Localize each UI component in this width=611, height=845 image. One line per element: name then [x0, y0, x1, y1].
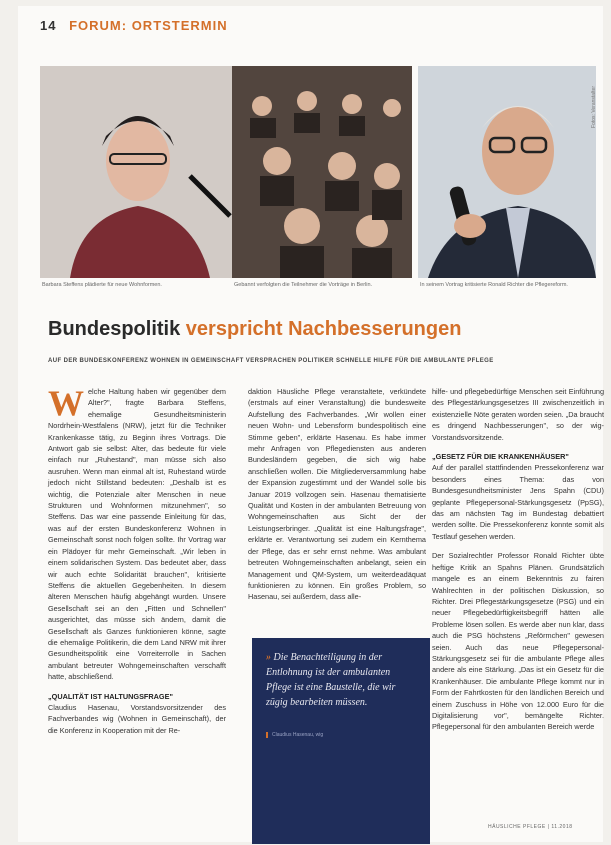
article-subtitle: AUF DER BUNDESKONFERENZ WOHNEN IN GEMEINSCHAFT VERSPRACHEN POLITIKER SCHNELLE HILFE FÜR DIE AMBULANTE PFLEGE	[48, 358, 494, 364]
article-column-1	[48, 383, 226, 736]
photo-audience	[232, 66, 412, 278]
photo-caption-2: Gebannt verfolgten die Teilnehmer die Vorträge in Berlin.	[234, 282, 373, 288]
page-number: 14	[40, 18, 57, 33]
photo-caption-1: Barbara Steffens plädierte für neue Wohnformen.	[42, 282, 162, 288]
photo-credit: Fotos: Veranstalter	[591, 86, 597, 128]
quote-body	[266, 650, 416, 710]
paragraph: Auf der parallel stattfindenden Pressekonferenz war besonders eines Thema: das von Bundesgesundheitsminister Jens Spahn (CDU) geplante Pflegepersonal-Stärkungsgesetz (PpSG), das am nächsten Tag im Bundestag debattiert werden sollte. Die Pressekonferenz konnte somit als Testlauf gesehen werden.	[432, 463, 604, 541]
page-header	[40, 18, 228, 33]
quote-source: Claudius Hasenau, wig	[266, 732, 416, 738]
drop-cap: W	[48, 383, 84, 423]
magazine-page	[18, 6, 603, 842]
speaker-woman-image	[40, 66, 238, 278]
paragraph: daktion Häusliche Pflege veranstaltete, verkündete (erstmals auf einer Veranstaltung) die bundesweite Aufstellung des Fachverbandes. „Wir wollen einer neuen Wohn- und Lebensform bundespolitisch eine Stimme geben", erklärte Hasenau. Es habe immer mehr Anfragen von Pflegediensten aus anderen Bundesländern gegeben, die sich wig habe anschließen wollen. Die Mitgliederversammlung habe der Expansion zugestimmt und der Wandel solle bis Januar 2019 vollzogen sein. Hasenau thematisierte Qualität und Kosten in der ambulanten Betreuung von Wohngemeinschaften aus Sicht der der Leistungserbringer. „Qualität ist eine Haltungsfrage", erklärte er. Verantwortung sei zudem ein Kernthema der Pflege, das er sehr ernst nehme. Was ambulant betreuten Wohngemeinschaften anbelangt, seien ein Management und QM-System, um weiterdeadäquat funktionieren zu können. Ein großes Problem, so Hasenau, sei außerdem, dass alle-	[248, 387, 426, 602]
article-column-2	[248, 386, 426, 603]
section-heading: „GESETZ FÜR DIE KRANKENHÄUSER"	[432, 452, 569, 462]
title-part-1: Bundespolitik	[48, 318, 181, 340]
audience-image	[232, 66, 412, 278]
quote-mark-icon: »	[266, 652, 271, 663]
photo-caption-3: In seinem Vortrag kritisierte Ronald Richter die Pflegereform.	[420, 282, 568, 288]
article-column-3	[432, 386, 604, 733]
section-label: FORUM: ORTSTERMIN	[69, 18, 228, 33]
photo-speaker-woman	[40, 66, 238, 278]
paragraph: hilfe- und pflegebedürftige Menschen seit Einführung des Pflegestärkungsgesetzes III zwischenzeitlich in existenzielle Nöte geraten worden seien. „Da braucht es dringend Nachbesserungen", so der wig-Vorstandsvorsitzende.	[432, 387, 604, 442]
quote-text: Die Benachteiligung in der Entlohnung ist der ambulanten Pflege ist eine Baustelle, die wir zügig bearbeiten müssen.	[266, 652, 396, 708]
paragraph: Claudius Hasenau, Vorstandsvorsitzender des Fachverbandes wig (Wohnen in Gemeinschaft), der die Konferenz in Kooperation mit der Re-	[48, 702, 226, 735]
pull-quote	[252, 638, 430, 844]
paragraph: Der Sozialrechtler Professor Ronald Richter übte heftige Kritik an Spahns Plänen. Grundsätzlich mangele es an einem Bekenntnis zu fairen Wahlrechten in der politischen Diskussion, so Richter. Drei Pflegestärkungsgesetze (PSG) und ein neuer Pflegebedürftigkeitsbegriff hätten alle Probleme lösen sollen. Es werde aber nun klar, dass auch die PSG höchstens „Reförmchen" gewesen seien. Auch das neue Pflegepersonal-Stärkungsgesetz sei für die ambulante Pflege alles andere als eine Stärkung. „Das ist ein Gesetz für die Krankenhäuser. Die ambulante Pflege kommt nur in Form der Fahrtkosten für den ländlichen Bereich und einem Zuschuss in Höhe von 12.000 Euro für die Digitalisierung vor", bemängelte Richter. Pflegepersonal für den ambulanten Bereich werde	[432, 551, 604, 732]
photo-speaker-man	[418, 66, 596, 278]
speaker-man-image	[418, 66, 596, 278]
page-footer: HÄUSLICHE PFLEGE | 11.2018	[488, 824, 573, 830]
section-heading: „QUALITÄT IST HALTUNGSFRAGE"	[48, 691, 173, 701]
paragraph: elche Haltung haben wir gegenüber dem Alter?", fragte Barbara Steffens, ehemalige Gesundheitsministerin Nordrhein-Westfalens (NRW), jetzt für die Techniker Krankenkasse tätig, zu Beginn ihres Vortrags. Die Antwort gab sie selbst: Alter, das bedeute für viele einfach nur „Ruhestand", man müsse sich also ausruhen. Wenn man einmal alt ist, Ruhestand würde jedoch nicht Stillstand bedeuten: „Deshalb ist es wichtig, die Potenziale alter Menschen in neue Strukturen und Wohnformen mitzunehmen", so Steffens. Das war eine passende Einleitung für das, was auf der ersten Bundeskonferenz Wohnen in Gemeinschaft sonst noch folgen sollte. Ihr Vortrag war ein Plädoyer für mehr Gemeinschaft. „Wir leben in einem solidarischen System. Das bedeutet aber, dass wir auch echte Solidarität brauchen", kritisierte Steffens die aktuellen Gegebenheiten. In diesem älteren Menschen häufig abgehängt wurden. Unsere Gesellschaft sei an den „Fitten und Schnellen" ausgerichtet, das müsse sich ändern, damit die Gesellschaft als Ganzes funktionieren könne, sagte die ehemalige Politikerin, die dem Land NRW mit ihrer Gesundheitspolitik eine Vorreiterrolle in Sachen ambulant betreuter Wohngemeinschaften verschafft hatte, abschließend.	[48, 387, 226, 682]
title-part-2: verspricht Nachbesserungen	[185, 318, 462, 340]
article-title	[48, 318, 461, 341]
